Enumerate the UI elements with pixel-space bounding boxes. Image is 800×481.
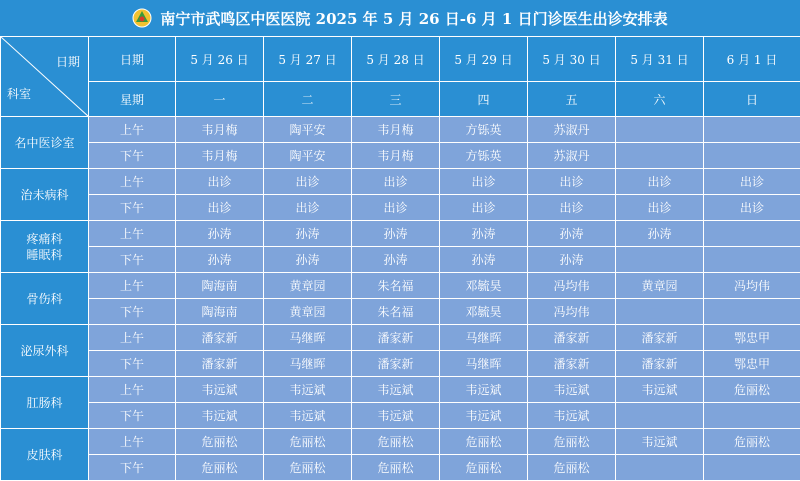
doctor-cell: 潘家新 <box>176 325 264 351</box>
doctor-cell <box>616 455 704 481</box>
doctor-cell: 潘家新 <box>176 351 264 377</box>
doctor-cell: 危丽松 <box>440 429 528 455</box>
doctor-cell: 陶海南 <box>176 273 264 299</box>
corner-diagonal <box>1 37 89 117</box>
date-header: 5 月 29 日 <box>440 37 528 82</box>
doctor-cell <box>704 117 800 143</box>
doctor-cell <box>616 299 704 325</box>
doctor-cell: 危丽松 <box>264 429 352 455</box>
date-header: 5 月 28 日 <box>352 37 440 82</box>
period-label: 上午 <box>89 377 176 403</box>
doctor-cell: 孙涛 <box>440 247 528 273</box>
doctor-cell: 方铄英 <box>440 143 528 169</box>
doctor-cell: 韦远斌 <box>352 403 440 429</box>
weekday-header: 五 <box>528 82 616 117</box>
doctor-cell: 邓毓昊 <box>440 299 528 325</box>
department-name-line: 治未病科 <box>1 187 88 203</box>
doctor-cell: 出诊 <box>704 169 800 195</box>
doctor-cell: 苏淑丹 <box>528 143 616 169</box>
doctor-cell: 危丽松 <box>352 455 440 481</box>
doctor-cell: 危丽松 <box>176 455 264 481</box>
department-name-line: 名中医诊室 <box>1 135 88 151</box>
date-row-label: 日期 <box>89 37 176 82</box>
period-label: 下午 <box>89 143 176 169</box>
doctor-cell: 潘家新 <box>616 325 704 351</box>
doctor-cell: 冯均伟 <box>704 273 800 299</box>
department-name-line: 皮肤科 <box>1 447 88 463</box>
date-header: 6 月 1 日 <box>704 37 800 82</box>
period-label: 下午 <box>89 195 176 221</box>
doctor-cell: 孙涛 <box>440 221 528 247</box>
doctor-cell: 韦月梅 <box>176 117 264 143</box>
doctor-cell: 孙涛 <box>176 221 264 247</box>
doctor-cell: 韦远斌 <box>528 403 616 429</box>
date-header: 5 月 26 日 <box>176 37 264 82</box>
doctor-cell: 出诊 <box>352 169 440 195</box>
period-label: 上午 <box>89 429 176 455</box>
doctor-cell: 孙涛 <box>616 221 704 247</box>
doctor-cell: 陶平安 <box>264 143 352 169</box>
department-name <box>1 221 89 273</box>
department-name <box>1 325 89 377</box>
doctor-cell: 韦远斌 <box>616 429 704 455</box>
corner-date-label: 日期 <box>56 53 80 70</box>
period-label: 上午 <box>89 273 176 299</box>
weekday-header: 日 <box>704 82 800 117</box>
doctor-cell: 韦远斌 <box>616 377 704 403</box>
period-label: 上午 <box>89 325 176 351</box>
doctor-cell: 黄章园 <box>264 273 352 299</box>
department-name-line: 骨伤科 <box>1 291 88 307</box>
doctor-cell: 潘家新 <box>528 325 616 351</box>
department-name <box>1 273 89 325</box>
table-row <box>1 429 800 455</box>
doctor-cell: 朱名福 <box>352 273 440 299</box>
doctor-cell: 马继晖 <box>440 351 528 377</box>
doctor-cell: 出诊 <box>528 195 616 221</box>
doctor-cell: 孙涛 <box>264 247 352 273</box>
doctor-cell: 韦远斌 <box>264 403 352 429</box>
doctor-cell <box>704 143 800 169</box>
doctor-cell: 危丽松 <box>176 429 264 455</box>
doctor-cell: 韦远斌 <box>176 377 264 403</box>
doctor-cell: 陶海南 <box>176 299 264 325</box>
date-header: 5 月 27 日 <box>264 37 352 82</box>
period-label: 下午 <box>89 351 176 377</box>
weekday-row-label: 星期 <box>89 82 176 117</box>
weekday-header: 四 <box>440 82 528 117</box>
doctor-cell: 危丽松 <box>440 455 528 481</box>
date-header: 5 月 30 日 <box>528 37 616 82</box>
header-date-row <box>1 37 800 82</box>
period-label: 下午 <box>89 299 176 325</box>
table-row <box>1 377 800 403</box>
title-bar <box>0 0 800 36</box>
doctor-cell: 朱名福 <box>352 299 440 325</box>
doctor-cell: 孙涛 <box>352 221 440 247</box>
doctor-cell: 出诊 <box>352 195 440 221</box>
doctor-cell: 危丽松 <box>528 429 616 455</box>
department-name <box>1 429 89 481</box>
period-label: 上午 <box>89 221 176 247</box>
doctor-cell: 危丽松 <box>528 455 616 481</box>
doctor-cell: 韦月梅 <box>176 143 264 169</box>
department-name-line: 泌尿外科 <box>1 343 88 359</box>
table-row <box>1 143 800 169</box>
schedule-body <box>1 37 800 481</box>
doctor-cell: 黄章园 <box>264 299 352 325</box>
doctor-cell: 出诊 <box>176 169 264 195</box>
corner-dept-label: 科室 <box>7 85 31 102</box>
doctor-cell: 潘家新 <box>352 325 440 351</box>
doctor-cell: 韦远斌 <box>352 377 440 403</box>
doctor-cell: 鄂忠甲 <box>704 351 800 377</box>
doctor-cell: 韦远斌 <box>264 377 352 403</box>
weekday-header: 一 <box>176 82 264 117</box>
doctor-cell: 鄂忠甲 <box>704 325 800 351</box>
table-row <box>1 195 800 221</box>
doctor-cell: 韦远斌 <box>528 377 616 403</box>
table-row <box>1 299 800 325</box>
doctor-cell: 冯均伟 <box>528 299 616 325</box>
doctor-cell: 危丽松 <box>264 455 352 481</box>
period-label: 下午 <box>89 455 176 481</box>
weekday-header: 六 <box>616 82 704 117</box>
doctor-cell: 孙涛 <box>528 247 616 273</box>
doctor-cell <box>704 403 800 429</box>
corner-cell <box>1 37 89 117</box>
hospital-logo-icon <box>132 8 152 28</box>
doctor-cell: 方铄英 <box>440 117 528 143</box>
department-name-line: 疼痛科 <box>1 231 88 247</box>
department-name <box>1 169 89 221</box>
schedule-table <box>0 36 800 481</box>
table-row <box>1 221 800 247</box>
doctor-cell: 韦远斌 <box>440 403 528 429</box>
doctor-cell: 苏淑丹 <box>528 117 616 143</box>
weekday-header: 二 <box>264 82 352 117</box>
table-row <box>1 455 800 481</box>
header-weekday-row <box>1 82 800 117</box>
department-name <box>1 117 89 169</box>
doctor-cell: 韦月梅 <box>352 117 440 143</box>
doctor-cell: 出诊 <box>176 195 264 221</box>
doctor-cell: 黄章园 <box>616 273 704 299</box>
period-label: 下午 <box>89 247 176 273</box>
table-row <box>1 403 800 429</box>
doctor-cell: 孙涛 <box>528 221 616 247</box>
doctor-cell: 韦远斌 <box>440 377 528 403</box>
doctor-cell: 危丽松 <box>352 429 440 455</box>
doctor-cell: 出诊 <box>264 169 352 195</box>
doctor-cell: 马继晖 <box>440 325 528 351</box>
doctor-cell: 邓毓昊 <box>440 273 528 299</box>
doctor-cell: 马继晖 <box>264 325 352 351</box>
doctor-cell: 危丽松 <box>704 429 800 455</box>
table-row <box>1 247 800 273</box>
doctor-cell: 出诊 <box>616 169 704 195</box>
doctor-cell <box>704 221 800 247</box>
doctor-cell: 危丽松 <box>704 377 800 403</box>
page-title: 南宁市武鸣区中医医院 2025 年 5 月 26 日-6 月 1 日门诊医生出诊安排表 <box>160 8 667 29</box>
doctor-cell: 马继晖 <box>264 351 352 377</box>
table-row <box>1 325 800 351</box>
doctor-cell <box>704 247 800 273</box>
doctor-cell: 韦月梅 <box>352 143 440 169</box>
doctor-cell: 冯均伟 <box>528 273 616 299</box>
date-header: 5 月 31 日 <box>616 37 704 82</box>
doctor-cell: 陶平安 <box>264 117 352 143</box>
doctor-cell: 孙涛 <box>176 247 264 273</box>
table-row <box>1 117 800 143</box>
doctor-cell <box>616 143 704 169</box>
doctor-cell: 孙涛 <box>352 247 440 273</box>
doctor-cell: 潘家新 <box>528 351 616 377</box>
doctor-cell <box>616 403 704 429</box>
doctor-cell: 出诊 <box>440 195 528 221</box>
doctor-cell: 孙涛 <box>264 221 352 247</box>
doctor-cell: 潘家新 <box>616 351 704 377</box>
doctor-cell: 出诊 <box>704 195 800 221</box>
table-row <box>1 351 800 377</box>
doctor-cell: 出诊 <box>528 169 616 195</box>
doctor-cell: 出诊 <box>616 195 704 221</box>
department-name-line: 肛肠科 <box>1 395 88 411</box>
doctor-cell: 潘家新 <box>352 351 440 377</box>
department-name-line: 睡眠科 <box>1 247 88 263</box>
period-label: 下午 <box>89 403 176 429</box>
weekday-header: 三 <box>352 82 440 117</box>
doctor-cell <box>704 455 800 481</box>
period-label: 上午 <box>89 169 176 195</box>
department-name <box>1 377 89 429</box>
period-label: 上午 <box>89 117 176 143</box>
doctor-cell <box>616 117 704 143</box>
table-row <box>1 273 800 299</box>
doctor-cell: 韦远斌 <box>176 403 264 429</box>
doctor-cell: 出诊 <box>264 195 352 221</box>
doctor-cell <box>704 299 800 325</box>
table-row <box>1 169 800 195</box>
doctor-cell: 出诊 <box>440 169 528 195</box>
doctor-cell <box>616 247 704 273</box>
